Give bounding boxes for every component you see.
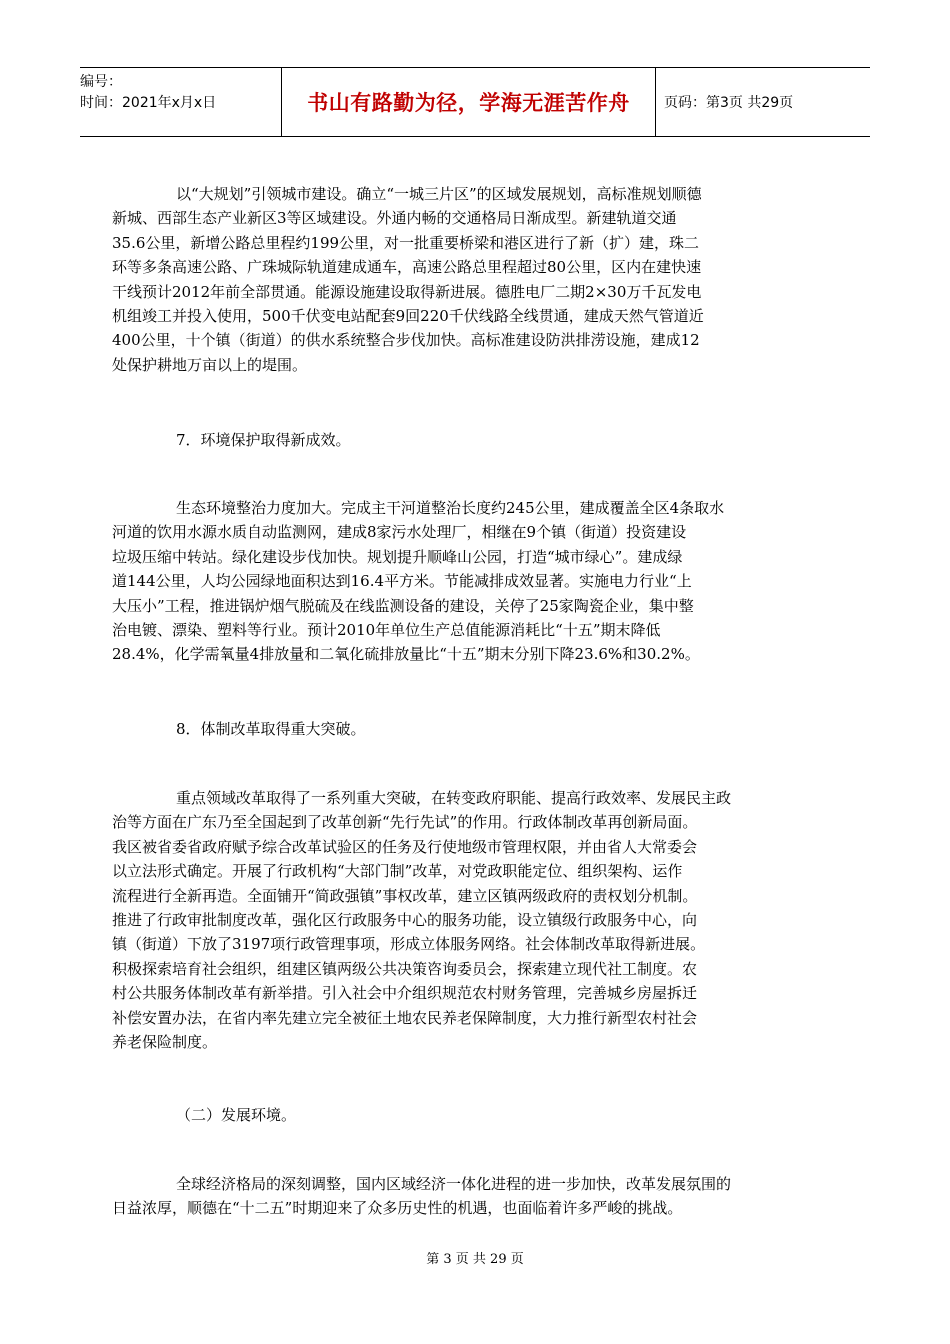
document-header	[80, 67, 870, 137]
text-line: 以“大规划”引领城市建设。确立“一城三片区”的区域发展规划，高标准规划顺德	[176, 185, 702, 203]
text-line: 治电镀、漂染、塑料等行业。预计2010年单位生产总值能源消耗比“十五”期末降低	[112, 621, 661, 640]
paragraph-development-environment	[112, 1172, 806, 1221]
paragraph-reform	[112, 786, 806, 1054]
paragraph-urban-planning	[112, 182, 806, 377]
text-line: 以立法形式确定。开展了行政机构“大部门制”改革，对党政职能定位、组织架构、运作	[112, 862, 683, 881]
page-footer	[0, 1248, 950, 1267]
header-motto: 书山有路勤为径，学海无涯苦作舟	[282, 68, 656, 136]
text-line: 28.4%，化学需氧量4排放量和二氧化硫排放量比“十五”期末分别下降23.6%和30.2%。	[112, 645, 700, 664]
paragraph-environment	[112, 496, 806, 667]
text-line: 养老保险制度。	[112, 1033, 218, 1052]
date-label: 时间：2021年x月x日	[80, 95, 217, 111]
header-page-info: 页码：第3页 共29页	[664, 95, 794, 111]
serial-number-label: 编号：	[80, 74, 122, 90]
section-heading-7: 7．环境保护取得新成效。	[176, 431, 351, 449]
text-line: 全球经济格局的深刻调整，国内区域经济一体化进程的进一步加快，改革发展氛围的	[176, 1175, 732, 1193]
text-line: 400公里，十个镇（街道）的供水系统整合步伐加快。高标准建设防洪排涝设施，建成12	[112, 331, 700, 350]
text-line: 环等多条高速公路、广珠城际轨道建成通车，高速公路总里程超过80公里，区内在建快速	[112, 258, 702, 277]
text-line: 35.6公里，新增公路总里程约199公里，对一批重要桥梁和港区进行了新（扩）建，珠二	[112, 233, 700, 252]
text-line: 补偿安置办法，在省内率先建立完全被征土地农民养老保障制度，大力推行新型农村社会	[112, 1008, 698, 1027]
text-line: 新城、西部生态产业新区3等区域建设。外通内畅的交通格局日渐成型。新建轨道交通	[112, 209, 677, 228]
text-line: 日益浓厚，顺德在“十二五”时期迎来了众多历史性的机遇，也面临着许多严峻的挑战。	[112, 1199, 683, 1218]
text-line: 我区被省委省政府赋予综合改革试验区的任务及行使地级市管理权限，并由省人大常委会	[112, 837, 698, 856]
footer-page-number: 第 3 页 共 29 页	[426, 1252, 524, 1267]
text-line: 镇（街道）下放了3197项行政管理事项，形成立体服务网络。社会体制改革取得新进展。	[112, 935, 706, 954]
text-line: 处保护耕地万亩以上的堤围。	[112, 355, 308, 374]
section-heading-8: 8．体制改革取得重大突破。	[176, 720, 366, 738]
text-line: 垃圾压缩中转站。绿化建设步伐加快。规划提升顺峰山公园，打造“城市绿心”。建成绿	[112, 547, 683, 566]
text-line: 道144公里，人均公园绿地面积达到16.4平方米。节能减排成效显著。实施电力行业“上	[112, 572, 692, 591]
text-line: 大压小”工程，推进锅炉烟气脱硫及在线监测设备的建设，关停了25家陶瓷企业，集中整	[112, 596, 694, 615]
header-meta	[80, 68, 282, 136]
text-line: 干线预计2012年前全部贯通。能源设施建设取得新进展。德胜电厂二期2×30万千瓦发电	[112, 282, 702, 301]
text-line: 生态环境整治力度加大。完成主干河道整治长度约245公里，建成覆盖全区4条取水	[176, 499, 725, 517]
text-line: 重点领域改革取得了一系列重大突破，在转变政府职能、提高行政效率、发展民主政	[176, 789, 732, 807]
text-line: 治等方面在广东乃至全国起到了改革创新“先行先试”的作用。行政体制改革再创新局面。	[112, 813, 698, 832]
text-line: 流程进行全新再造。全面铺开“简政强镇”事权改革，建立区镇两级政府的责权划分机制。	[112, 886, 698, 905]
text-line: 积极探索培育社会组织，组建区镇两级公共决策咨询委员会，探索建立现代社工制度。农	[112, 959, 698, 978]
text-line: 推进了行政审批制度改革，强化区行政服务中心的服务功能，设立镇级行政服务中心，向	[112, 911, 698, 930]
text-line: 村公共服务体制改革有新举措。引入社会中介组织规范农村财务管理，完善城乡房屋拆迁	[112, 984, 698, 1003]
text-line: 河道的饮用水源水质自动监测网，建成8家污水处理厂，相继在9个镇（街道）投资建设	[112, 523, 687, 542]
text-line: 机组竣工并投入使用，500千伏变电站配套9回220千伏线路全线贯通，建成天然气管道近	[112, 307, 704, 326]
section-heading-development-environment: （二）发展环境。	[176, 1106, 297, 1124]
